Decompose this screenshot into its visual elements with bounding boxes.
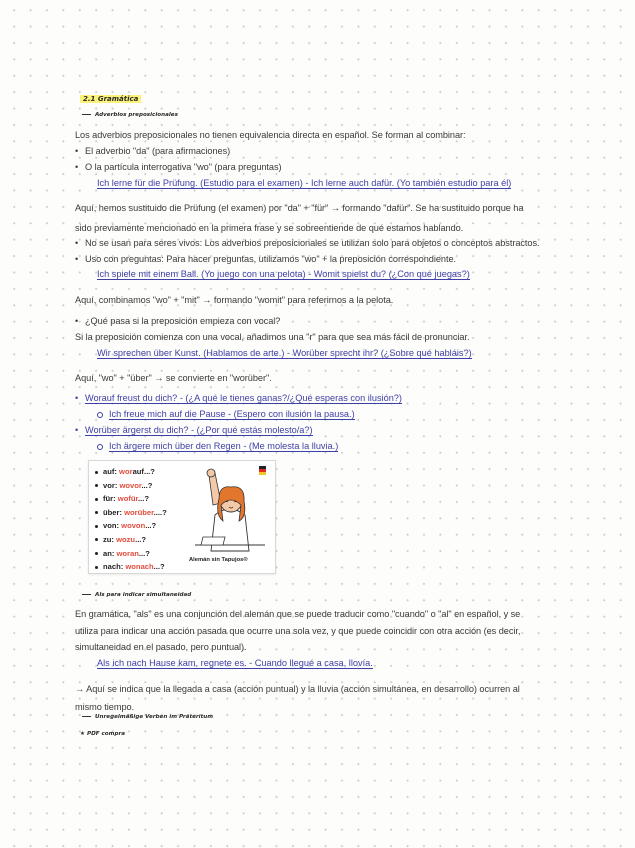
preposition-item: nach: wonach...? <box>95 560 167 574</box>
p1-bullet-1: • El adverbio "da" (para afirmaciones) <box>75 146 231 156</box>
star-icon: ★ <box>80 731 86 737</box>
p4-bullet-2: • Worüber ärgerst du dich? - (¿Por qué estás molesto/a?) <box>75 425 313 435</box>
p3-line-1: Aquí, combinamos "wo" + "mit" → formando "womit" para referirnos a la pelota. <box>75 295 394 305</box>
p5-example: Als ich nach Hause kam, regnete es. - Cuando llegué a casa, llovía. <box>97 658 373 668</box>
preposition-item: von: wovon...? <box>95 519 167 533</box>
preposition-item: zu: wozu...? <box>95 533 167 547</box>
p1-example: Ich lerne für die Prüfung. (Estudio para el examen) - Ich lerne auch dafür. (Yo también estudio para él) <box>97 178 512 188</box>
p5-line-3: simultaneidad en el pasado, pero puntual). <box>75 642 247 652</box>
student-raising-hand-illustration <box>189 465 271 557</box>
p5-note-2: mismo tiempo. <box>75 702 135 712</box>
p1-bullet-2: • O la partícula interrogativa "wo" (para preguntas) <box>75 162 282 172</box>
p4-line-1: Aquí, "wo" + "über" → se convierte en "worüber". <box>75 373 272 383</box>
preposition-item: über: worüber....? <box>95 506 167 520</box>
subheading-verben: Unregelmäßige Verben im Präteritum <box>82 714 213 720</box>
preposition-item: an: woran...? <box>95 547 167 561</box>
p2-example: Ich spiele mit einem Ball. (Yo juego con una pelota) - Womit spielst du? (¿Con qué juegas?) <box>97 269 470 279</box>
p1-intro: Los adverbios preposicionales no tienen equivalencia directa en español. Se forman al combinar: <box>75 130 466 140</box>
p5-line-2: utiliza para indicar una acción pasada que ocurre una sola vez, y que puede coincidir con otra acción (es decir, <box>75 626 521 636</box>
p5-note-1: → Aquí se indica que la llegada a casa (acción puntual) y la lluvia (acción simultánea, en desarrollo) ocurren al <box>75 684 520 694</box>
p4-sub-1: Ich freue mich auf die Pause - (Espero con ilusión la pausa.) <box>97 409 355 419</box>
p3-line-2: Si la preposición comienza con una vocal, añadimos una "r" para que sea más fácil de pronunciar. <box>75 332 470 342</box>
prepositions-card <box>88 460 276 574</box>
brand-label: Alemán sin Tapujos® <box>189 557 248 563</box>
p3-example: Wir sprechen über Kunst. (Hablamos de arte.) - Worüber sprecht ihr? (¿Sobre qué habláis?) <box>97 348 472 358</box>
section-title: 2.1 Gramática <box>80 95 141 103</box>
p4-bullet-1: • Worauf freust du dich? - (¿A qué le tienes ganas?/¿Qué esperas con ilusión?) <box>75 393 402 403</box>
prepositions-list <box>95 465 167 574</box>
preposition-item: auf: worauf...? <box>95 465 167 479</box>
p3-bullet-1: • ¿Qué pasa si la preposición empieza con vocal? <box>75 316 281 326</box>
p2-bullet-1: • No se usan para seres vivos: Los adverbios preposicionales se utilizan solo para objetos o conceptos abstractos. <box>75 238 540 248</box>
star-note: ★ PDF compra <box>80 731 126 737</box>
preposition-item: vor: wovor...? <box>95 479 167 493</box>
p2-bullet-2: • Uso con preguntas: Para hacer preguntas, utilizamos "wo" + la preposición correspondiente. <box>75 254 457 264</box>
p5-line-1: En gramática, "als" es una conjunción del alemán que se puede traducir como "cuando" o "al" en español, y se <box>75 609 521 619</box>
p2-line-1: Aquí, hemos sustituido die Prüfung (el examen) por "da" + "für" → formando "dafür". Se ha sustituido porque ha <box>75 203 524 213</box>
p2-line-2: sido previamente mencionado en la primera frase y se sobreentiende de qué estamos hablando. <box>75 223 464 233</box>
german-flag-icon <box>259 466 266 475</box>
subheading-adverbios: Adverbios preposicionales <box>82 112 178 118</box>
subheading-als: Als para indicar simultaneidad <box>82 592 191 598</box>
p4-sub-2: Ich ärgere mich über den Regen - (Me molesta la lluvia.) <box>97 441 338 451</box>
preposition-item: für: wofür...? <box>95 492 167 506</box>
